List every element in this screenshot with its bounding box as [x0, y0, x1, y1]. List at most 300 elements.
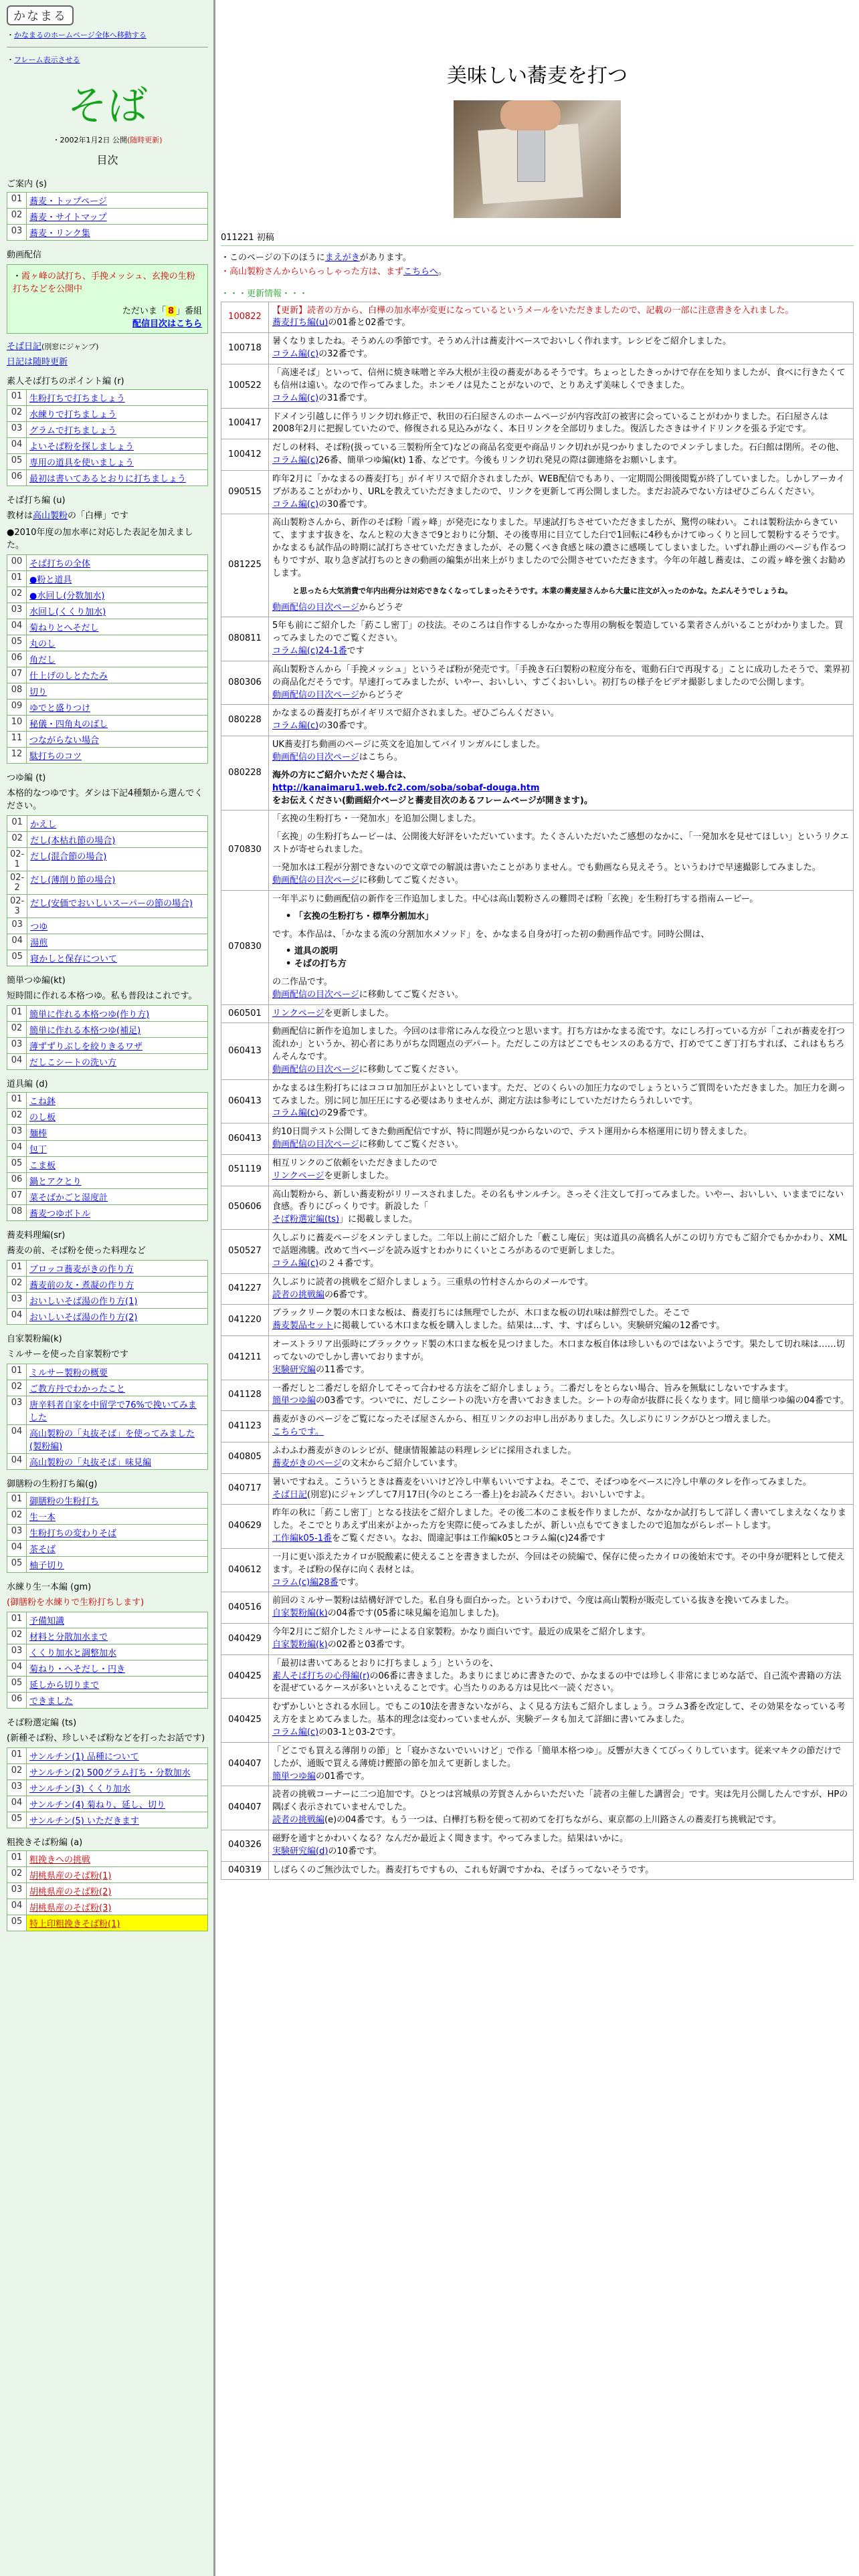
update-text: の01番と02番です。 [328, 318, 411, 328]
nav-row [7, 454, 208, 470]
item-num: 01 [7, 1493, 27, 1509]
nav-row [7, 555, 208, 571]
update-row [221, 1273, 854, 1305]
update-text: を更新しました。 [324, 1170, 394, 1181]
nav-row [7, 1189, 208, 1205]
nav-row [7, 1054, 208, 1070]
nav-cell [27, 1748, 208, 1764]
nav-item-link[interactable]: 予備知識 [29, 1616, 65, 1626]
item-num: 02 [7, 209, 27, 225]
item-num: 03 [7, 918, 27, 934]
nav-item-link[interactable]: 最初は書いてあるとおりに打ちましょう [29, 474, 187, 484]
update-text: 」に掲載しました。 [339, 1214, 418, 1225]
update-link[interactable]: 読者の挑戦編 [272, 1815, 325, 1826]
nav-row [7, 1748, 208, 1764]
nav-item-link[interactable]: 寝かしと保存について [30, 954, 117, 964]
nav-item-link[interactable]: 粗挽きへの挑戦 [29, 1855, 91, 1865]
update-link[interactable]: リンクページ [272, 1008, 324, 1018]
nav-item-link[interactable]: 薄ずずりぶしを絞りきるワザ [29, 1042, 143, 1052]
nav-cell [27, 1628, 208, 1644]
nav-item-link[interactable]: 専用の道具を使いましょう [29, 458, 134, 468]
nav-cell [27, 832, 208, 848]
nav-cell [27, 1541, 208, 1557]
section-title-s: ご案内 (s) [7, 179, 47, 189]
section-title-sr: 蕎麦料理編(sr) [7, 1230, 66, 1241]
nav-item-link[interactable]: よいそば粉を探しましょう [29, 442, 134, 452]
update-row [221, 1442, 854, 1473]
nav-row [7, 918, 208, 934]
nav-item-link[interactable]: だし(安価でおいしいスーパーの節の場合) [30, 899, 193, 909]
update-text: ドメイン引越しに伴うリンク切れ修正で、秋田の石臼屋さんのホームページが内容改訂の被害に会っていることがわかりました。石臼屋さんは2008年2月に把握していたので、修復される見込みがなく、本日リンクを全部切りました。復活したさきはサイドリンクを張る予定です。 [272, 411, 828, 435]
nav-cell [27, 1764, 208, 1780]
update-link[interactable]: 蕎麦製品セット [272, 1321, 334, 1331]
nav-item-link[interactable]: ご教方丹でわかったこと [29, 1384, 126, 1394]
nav-item-link[interactable]: 簡単に作れる本格つゆ(補足) [29, 1026, 141, 1036]
nav-cell [27, 1054, 208, 1070]
item-num: 02 [7, 1380, 27, 1396]
nav-item-link[interactable]: 柚子切り [29, 1561, 65, 1571]
nav-cell [27, 1851, 208, 1867]
nav-cell [27, 748, 208, 764]
update-link[interactable]: 動画配信の目次ページ [272, 752, 359, 762]
nav-item-link[interactable]: そば打ちの全体 [29, 559, 91, 569]
nav-cell [27, 1293, 208, 1309]
nav-item-link[interactable]: 麺棒 [29, 1129, 47, 1139]
nav-item-link[interactable]: グラムで打ちましょう [29, 426, 116, 436]
update-link[interactable]: リンクページ [272, 1170, 324, 1181]
nav-row [7, 635, 208, 651]
update-text: からどうぞ [359, 689, 403, 700]
update-text: の04番です(05番に味見編を追加しました)。 [327, 1608, 504, 1619]
nav-list [7, 1612, 208, 1709]
item-num: 09 [7, 700, 27, 716]
update-text: です。本作品は、「かなまる流の分割加水メソッド」を、かなまる自身が打った初の動画作品です。同時公開は、 [272, 930, 710, 940]
update-date: 060413 [221, 1023, 269, 1079]
update-link[interactable]: 動画配信の目次ページ [272, 1140, 359, 1150]
nav-item-link[interactable]: 鍋とアクとり [29, 1177, 82, 1187]
nav-item-link[interactable]: 蕎麦・トップページ [29, 197, 107, 207]
nav-row [7, 470, 208, 486]
item-num: 04 [7, 1541, 27, 1557]
site-title: そば [67, 83, 148, 130]
nav-row [7, 950, 208, 966]
update-body [269, 333, 854, 364]
item-num: 04 [7, 1141, 27, 1157]
section-desc: (御膳粉を水練りで生粉打ちします) [7, 1598, 145, 1608]
nav-item-link[interactable]: つゆ [30, 922, 48, 932]
nav-item-link[interactable]: 湯煎 [30, 938, 48, 948]
item-num: 05 [7, 1557, 27, 1573]
update-body: 一年半ぶりに動画配信の新作を三作追加しました。中心は高山製粉さんの難問そば粉「玄挽」を生粉打ちする指南ムービー。 • 「玄挽の生粉打ち・標準分割加水」 です。本作品は、「かなまる流の分割加水メソッド」を、かなまる自身が打った初の動画作品です。同時公開は、 • 道具の説明 • そばの打ち方 の二作品です。 動画配信の目次ページに移動してご覧ください。 [269, 890, 854, 1004]
update-link[interactable]: こちらです。 [272, 1427, 324, 1438]
update-row [221, 1411, 854, 1442]
nav-cell [27, 683, 208, 700]
update-text: の二作品です。 [272, 976, 332, 987]
nav-cell [27, 1454, 208, 1470]
nav-item-link[interactable]: ●粉と道具 [29, 575, 72, 585]
update-date: 060413 [221, 1079, 269, 1123]
nav-item-link[interactable]: 菊ねりとへそだし [29, 623, 99, 633]
item-num: 02 [7, 587, 27, 603]
update-link[interactable]: 実験研究編 [272, 1364, 316, 1375]
nav-item-link[interactable]: 唐辛料者自家を中留学で76%で挽いてみました [29, 1400, 197, 1423]
item-num: 06 [7, 1173, 27, 1189]
update-body [269, 364, 854, 408]
nav-item-link[interactable]: 蕎麦・リンク集 [29, 229, 90, 239]
nav-cell [27, 918, 208, 934]
update-text: ふわふわ蕎麦がきのレシピが、健康情報雑誌の料理レシピに採用されました。 [272, 1445, 577, 1456]
nav-row [7, 1677, 208, 1693]
update-link[interactable]: 動画配信の目次ページ [272, 689, 359, 700]
update-row [221, 1861, 854, 1880]
update-row [221, 1123, 854, 1155]
update-date: 041211 [221, 1336, 269, 1380]
nav-cell [27, 571, 208, 587]
nav-cell [27, 619, 208, 635]
item-num: 02-2 [7, 871, 27, 895]
nav-item-link[interactable]: 丸のし [29, 639, 56, 649]
intro-text: ・このページの下のほうに [221, 253, 325, 263]
update-link[interactable]: コラム編(c) [272, 455, 319, 466]
section-title-u: そば打ち編 (u) [7, 496, 66, 506]
nav-item-link[interactable]: だし(混合節の場合) [30, 852, 107, 862]
nav-item-link[interactable]: 蕎麦・サイトマップ [29, 213, 107, 223]
item-num: 05 [7, 1915, 27, 1931]
update-date: 070830 [221, 890, 269, 1004]
nav-item-link[interactable]: ゆでと盛りつけ [29, 704, 91, 714]
nav-row [7, 1173, 208, 1189]
nav-cell [27, 1205, 208, 1221]
nav-item-link[interactable]: サンルチン(4) 菊ねり、延し、切り [29, 1800, 165, 1810]
nav-item-link[interactable]: できました [29, 1697, 74, 1707]
nav-item-link[interactable]: 仕上げのしとたたみ [29, 671, 108, 681]
nav-row [7, 1277, 208, 1293]
nav-item-link[interactable]: 蕎麦つゆボトル [29, 1209, 91, 1219]
nav-cell [27, 1612, 208, 1628]
nav-item-link[interactable]: おいしいそば湯の作り方(2) [29, 1313, 138, 1323]
update-row [221, 661, 854, 705]
update-link[interactable]: 動画配信の目次ページ [272, 989, 359, 1000]
nav-item-link[interactable]: 水回し(くくり加水) [29, 607, 106, 617]
nav-item-link[interactable]: 角だし [29, 655, 56, 665]
site-logo[interactable]: かなまる [7, 5, 74, 25]
nav-item-link[interactable]: 菜そばかごと湿度計 [29, 1193, 108, 1203]
nav-item-link[interactable]: 御膳粉の生粉打ち [29, 1497, 100, 1507]
update-row [221, 408, 854, 439]
nav-row [7, 406, 208, 422]
nav-cell [27, 1380, 208, 1396]
update-text: 一番だしと二番だしを紹介してそって合わせる方法をご紹介しましょう。二番だしをとらない場合、旨みを無駄にしないですみます。 [272, 1383, 793, 1394]
update-row [221, 736, 854, 811]
update-date: 050527 [221, 1230, 269, 1274]
update-link[interactable]: 蕎麦打ち編(u) [272, 318, 328, 328]
nav-cell [27, 1660, 208, 1677]
publish-date: ・2002年1月2日 公開 [52, 136, 127, 144]
update-link[interactable]: 読者の挑戦編 [272, 1289, 325, 1300]
desc-text: 教材は [7, 511, 33, 521]
sidebar: かなまる ・かなまるのホームページ全体へ移動する ・フレーム表示させる そば ・2002年1月2日 公開(随時更新) 目次 ご案内 (s) 01 蕎麦・トップページ 02 蕎麦・サイトマップ 03 蕎麦・リンク集 動画配信 ・霞ヶ峰の試打ち、手挽メッシュ、玄挽の生粉打ちなどを公開中 ただいま「 8 」番組 配信目次はこちら そば日記(別窓にジャンプ) 日記は随時更新 素人そば打ちのポイント編 (r) 01 生粉打ちで打ちましょう 02 水練りで打ちましょう 03 グラムで打ちましょう 04 よいそば粉を探しましょう 05 専用の道具を使いましょう 06 最初は書いてあるとおりに打ちましょう そば打ち編 (u) 教材は高山製粉の「白樺」です ●2010年度の加水率に対応した表記を加えました。 00 そば打ちの全体 01 ●粉と道具 02 ●水回し(分数加水) 03 水回し(くくり加水) 04 菊ねりとへそだし 05 丸のし 06 角だし 07 仕上げのしとたたみ 08 切り 09 ゆでと盛りつけ 10 秘儀・四角丸のばし 11 つながらない場合 12 駄打ちのコツ つゆ編 (t) 本格的なつゆです。ダシは下記4種類から選んでください。 01 かえし 02 だし(本枯れ節の場合) 02-1 だし(混合節の場合) 02-2 だし(薄削り節の場合) 02-3 だし(安価でおいしいスーパーの節の場合) 03 つゆ 04 湯煎 05 寝かしと保存について 簡単つゆ編(kt) 短時間に作れる本格つゆ。私も普段はこれです。 01 簡単に作れる本格つゆ(作り方) 02 簡単に作れる本格つゆ(補足) 03 薄ずずりぶしを絞りきるワザ 04 だしこシートの洗い方 道具編 (d) 01 こね鉢 02 のし板 03 麺棒 04 包丁 05 こま板 06 鍋とアクとり 07 菜そばかごと湿度計 08 蕎麦つゆボトル 蕎麦料理編(sr) 蕎麦の前、そば粉を使った料理など 01 ブロッコ蕎麦がきの作り方 02 蕎麦前の友・煮凝の作り方 03 おいしいそば湯の作り方(1) 04 おいしいそば湯の作り方(2) 自家製粉編(k) ミルサーを使った自家製粉です 01 ミルサー製粉の概要 02 ご教方丹でわかったこと 03 唐辛料者自家を中留学で76%で挽いてみました 04 高山製粉の「丸抜そば」を使ってみました(製粉編) 04 高山製粉の「丸抜そば」味見編 御膳粉の生粉打ち編(g) 01 御膳粉の生粉打ち 02 生一本 03 生粉打ちの変わりそば 04 茶そば 05 柚子切り 水練り生一本編 (gm) (御膳粉を水練りで生粉打ちします) 01 予備知識 02 材料と分散加水まで 03 くくり加水と調整加水 04 菊ねり・へそだし・円き 05 延しから切りまで 06 できました そば粉選定編 (ts) (新種そば粉、珍しいそば粉などを打ったお話です) 01 サンルチン(1) 品種について 02 サンルチン(2) 500グラム打ち・分数加水 03 サンルチン(3) くくり加水 04 サンルチン(4) 菊ねり、延し、切り 05 サンルチン(5) いただきます 粗挽きそば粉編 (a) 01 粗挽きへの挑戦 02 胡桃県産のそば粉(1) 03 胡桃県産のそば粉(2) 04 胡桃県産のそば粉(3) 05 特上印粗挽きそば粉(1) [0, 0, 215, 2576]
update-text: そばの打ち方 [294, 958, 347, 969]
update-link[interactable]: コラム編(c) [272, 1258, 319, 1269]
nav-cell [27, 635, 208, 651]
nav-item-link[interactable]: 材料と分散加水まで [29, 1632, 108, 1642]
item-num: 05 [7, 635, 27, 651]
nav-item-link[interactable]: 生一本 [29, 1513, 56, 1523]
update-link[interactable]: 工作編k05-1番 [272, 1533, 332, 1544]
nav-row [7, 1293, 208, 1309]
update-date: 100412 [221, 439, 269, 471]
update-text: に掲載している木口まな板を購入しました。結果は…す、す、すばらしい。実験研究編の12番です。 [333, 1321, 725, 1331]
update-link[interactable]: 素人そば打ちの心得編(r) [272, 1671, 370, 1681]
nav-cell [27, 1493, 208, 1509]
nav-row [7, 1093, 208, 1109]
nav-row [7, 1125, 208, 1141]
item-num: 04 [7, 1309, 27, 1325]
nav-item-link[interactable]: 蕎麦前の友・煮凝の作り方 [29, 1281, 134, 1291]
main-content [221, 0, 854, 2576]
item-num: 04 [7, 934, 27, 950]
nav-item-link[interactable]: 胡桃県産のそば粉(3) [29, 1903, 112, 1913]
nav-row [7, 1261, 208, 1277]
update-link[interactable]: 実験研究編(d) [272, 1846, 328, 1856]
update-text: 高山製粉さんから、新作のそば粉「霞ヶ峰」が発売になりました。早速試打ちさせていただきましたが、驚愕の味わい。これは製粉法からきていて、ますます抜きを、なんと粒の大きさで9とおりに分類、その後専用に目立てした臼で1回転に4秒もかけてゆっくりと回して製粉するそうです。かなまるも試作品の時期に試打ちさせていただきましたが、その驚くべき食感と味の濃さに感嘆してしまいました。いずれ静止画のページも作るつもりですが、取り急ぎ試打ちのときの動画の編集が出来上がりましたので公開させていただきます。今年の年越し蕎麦は、この霞ヶ峰を強くお勧めします。 [272, 518, 846, 578]
nav-item-link[interactable]: ミルサー製粉の概要 [29, 1368, 108, 1378]
nav-item-link[interactable]: 簡単に作れる本格つゆ(作り方) [29, 1010, 150, 1020]
nav-cell [27, 1093, 208, 1109]
nav-cell [27, 406, 208, 422]
nav-item-link[interactable]: のし板 [29, 1113, 56, 1123]
update-text: をお伝えください(動画紹介ページと蕎麦目次のあるフレームページが開きます)。 [272, 795, 593, 806]
update-date: 100417 [221, 408, 269, 439]
nav-cell [27, 555, 208, 571]
nav-item-link[interactable]: だし(本枯れ節の場合) [30, 836, 116, 846]
update-row [221, 1023, 854, 1079]
nav-item-link[interactable]: つながらない場合 [29, 736, 100, 746]
item-num: 04 [7, 1899, 27, 1915]
update-link[interactable]: コラム編(c) [272, 1727, 319, 1737]
update-link[interactable]: 動画配信の目次ページ [272, 1064, 359, 1075]
update-link[interactable]: コラム編(c) [272, 499, 319, 510]
item-num: 11 [7, 732, 27, 748]
nav-item-link[interactable]: サンルチン(3) くくり加水 [29, 1784, 130, 1794]
update-link[interactable]: そば日記 [272, 1489, 308, 1500]
update-link[interactable]: そば粉選定編(ts) [272, 1214, 340, 1225]
nav-cell [27, 895, 208, 918]
update-date: 080228 [221, 705, 269, 736]
nav-item-link[interactable]: 菊ねり・へそだし・円き [29, 1665, 126, 1675]
nav-item-link[interactable]: こま板 [29, 1161, 56, 1171]
nav-item-link[interactable]: 高山製粉の「丸抜そば」味見編 [29, 1458, 152, 1468]
update-link[interactable]: コラム(c)編28番 [272, 1577, 339, 1588]
nav-item-link[interactable]: 駄打ちのコツ [29, 752, 82, 762]
update-body [269, 811, 854, 890]
nav-item-link[interactable]: だし(薄削り節の場合) [30, 875, 116, 885]
update-date: 041227 [221, 1273, 269, 1305]
soba-nikki-link[interactable]: そば日記 [7, 342, 42, 352]
update-row [221, 1380, 854, 1411]
nav-item-link[interactable]: 生粉打ちで打ちましょう [29, 394, 125, 404]
update-body [269, 470, 854, 514]
update-link[interactable]: コラム編(c) [272, 721, 319, 732]
update-link[interactable]: 蕎麦がきのページ [272, 1458, 342, 1469]
nav-row [7, 571, 208, 587]
nav-row [7, 1022, 208, 1038]
update-row [221, 1004, 854, 1023]
nav-cell [27, 438, 208, 454]
nav-item-link[interactable]: 生粉打ちの変わりそば [29, 1529, 117, 1539]
update-text: の01番です。 [316, 1771, 370, 1782]
nikki-update-link[interactable]: 日記は随時更新 [7, 357, 68, 367]
nav-cell [27, 1509, 208, 1525]
update-link[interactable]: コラム編(c) [272, 393, 319, 403]
nav-item-link[interactable]: 胡桃県産のそば粉(1) [29, 1871, 112, 1881]
update-link[interactable]: 簡単つゆ編 [272, 1396, 316, 1406]
section-title-a: 粗挽きそば粉編 (a) [7, 1838, 83, 1848]
update-date: 041128 [221, 1380, 269, 1411]
nav-item-link[interactable]: ●水回し(分数加水) [29, 591, 105, 601]
nav-row [7, 603, 208, 619]
update-body [269, 1186, 854, 1230]
nav-item-link[interactable]: サンルチン(5) いただきます [29, 1816, 139, 1826]
update-link[interactable]: 自家製粉編(k) [272, 1608, 328, 1619]
update-text: 一年半ぶりに動画配信の新作を三作追加しました。中心は高山製粉さんの難問そば粉「玄挽」を生粉打ちする指南ムービー。 [272, 893, 759, 904]
nav-row [7, 700, 208, 716]
item-num: 02 [7, 1022, 27, 1038]
nav-row [7, 1899, 208, 1915]
timestamp: 011221 初稿 [221, 233, 274, 243]
video-list-link[interactable]: 配信目次はこちら [132, 319, 202, 329]
update-date: 040425 [221, 1654, 269, 1699]
frame-link[interactable]: フレーム表示させる [14, 56, 80, 64]
nav-cell [27, 1309, 208, 1325]
nav-cell [27, 1915, 208, 1931]
page-title: 美味しい蕎麦を打つ [447, 64, 628, 88]
nav-item-link[interactable]: 胡桃県産のそば粉(2) [29, 1887, 112, 1897]
update-link[interactable]: コラム編(c)24-1番 [272, 646, 347, 657]
nav-item-link[interactable]: 秘儀・四角丸のばし [29, 720, 108, 730]
takayama-link[interactable]: 高山製粉 [33, 511, 68, 521]
section-title-r: 素人そば打ちのポイント編 (r) [7, 377, 124, 387]
item-num: 08 [7, 1205, 27, 1221]
nav-row [7, 1157, 208, 1173]
update-text: しばらくのご無沙汰でした。蕎麦打ちですもの、これも好調ですかね、そばうってないそうです。 [272, 1864, 654, 1875]
update-text: 高山製粉から、新しい蕎麦粉がリリースされました。その名もサンルチン。さっそく注文して打ってみました。いやー、おいしい、いままでにない食感。香りにびっくりです。新設した「 [272, 1189, 844, 1212]
nav-item-link[interactable]: かえし [30, 820, 57, 830]
nav-item-link[interactable]: だしこシートの洗い方 [29, 1058, 117, 1068]
maegaki-link[interactable]: まえがき [324, 253, 360, 263]
nav-item-link[interactable]: 特上印粗挽きそば粉(1) [29, 1919, 120, 1929]
nav-item-link[interactable]: 茶そば [29, 1545, 56, 1555]
update-body [269, 705, 854, 736]
nav-row [7, 934, 208, 950]
update-body [269, 1624, 854, 1655]
item-num: 02 [7, 1628, 27, 1644]
nav-row [7, 1644, 208, 1660]
nav-cell [27, 700, 208, 716]
update-text: の03-1と03-2です。 [318, 1727, 401, 1737]
nav-row [7, 390, 208, 406]
update-text: の30番です。 [318, 721, 373, 732]
section-title-k: 自家製粉編(k) [7, 1334, 62, 1344]
update-body [269, 1786, 854, 1830]
nav-list [7, 389, 208, 486]
update-text: 暑いですねえ。こういうときは蕎麦をいいけど冷し中華もいいですよね。そこで、そばつゆをベースに冷し中華のタレを作ってみました。 [272, 1477, 812, 1487]
update-link[interactable]: 簡単つゆ編 [272, 1771, 316, 1782]
update-text: ブラックリーク製の木口まな板は、蕎麦打ちには無理でしたが、木口まな板の切れ味は鮮烈でした。そこで [272, 1308, 690, 1319]
update-text: むずかしいとされる水回し。でもこの10法を書きないながら、よく見る方法もご紹介しましょう。コラム3番を改定して、その効果をなっている考え方をまとめてみました。基本的理念は変わっていませんが、実験データも加えて詳細に書いてみました。 [272, 1702, 846, 1725]
nav-cell [27, 1261, 208, 1277]
takayama-guide-link[interactable]: こちらへ [403, 266, 439, 277]
nav-row [7, 587, 208, 603]
nav-item-link[interactable]: サンルチン(1) 品種について [29, 1752, 139, 1762]
nav-row [7, 1851, 208, 1867]
update-row [221, 1830, 854, 1861]
nav-item-link[interactable]: くくり加水と調整加水 [29, 1648, 117, 1658]
nav-row [7, 667, 208, 683]
home-link[interactable]: かなまるのホームページ全体へ移動する [14, 31, 147, 39]
nav-cell [27, 1780, 208, 1796]
update-text: 昨年の秋に「葯こし密丁」となる技法をご紹介しました。その後二本のこま板を作りましたが、なかなか試打ちして詳しく書いてしまえなくなりました。そこでとりあえず出来がよかった方を実際に使ってみましたが、新しい点もでてきましたので追加ながらレポートします。 [272, 1508, 847, 1531]
update-link[interactable]: 動画配信の目次ページ [272, 602, 359, 613]
nav-row [7, 895, 208, 918]
update-body [269, 1004, 854, 1023]
update-text: 約10日間テスト公開してきた動画配信ですが、特に問題が見つからないので、テスト運用から本格運用に切り替えました。 [272, 1127, 753, 1138]
update-text: と思ったら大気消費で年内出荷分は対応できなくなってしまったそうです。本業の蕎麦屋さんから大量に注文が入ったのかな。たぶんそうでしょうね。 [292, 586, 793, 595]
update-date: 040407 [221, 1786, 269, 1830]
update-link[interactable]: コラム編(c) [272, 1108, 319, 1119]
video-heading: 動画配信 [7, 250, 42, 260]
nav-item-link[interactable]: 延しから切りまで [29, 1681, 100, 1691]
nav-cell [27, 1173, 208, 1189]
nav-row [7, 438, 208, 454]
update-link[interactable]: コラム編(c) [272, 349, 319, 360]
nav-cell [27, 470, 208, 486]
nav-item-link[interactable]: 水練りで打ちましょう [29, 410, 117, 420]
nav-row [7, 816, 208, 832]
external-url-link[interactable]: http://kanaimaru1.web.fc2.com/soba/sobaf-douga.htm [272, 782, 540, 793]
update-link[interactable]: 動画配信の目次ページ [272, 875, 359, 885]
update-date: 040429 [221, 1624, 269, 1655]
update-text: の２４番です。 [318, 1258, 379, 1269]
nav-item-link[interactable]: 包丁 [29, 1145, 47, 1155]
item-num: 02 [7, 1509, 27, 1525]
nav-row [7, 1557, 208, 1573]
nav-item-link[interactable]: 切り [29, 687, 47, 697]
logo-box[interactable] [7, 5, 208, 25]
update-body [269, 1830, 854, 1861]
update-date: 100522 [221, 364, 269, 408]
section-title-t: つゆ編 (t) [7, 773, 46, 783]
update-text: からどうぞ [359, 602, 403, 613]
nav-list [7, 554, 208, 764]
nav-item-link[interactable]: こね鉢 [29, 1097, 56, 1107]
nav-item-link[interactable]: サンルチン(2) 500グラム打ち・分数加水 [29, 1768, 191, 1778]
nav-row [7, 716, 208, 732]
update-body [269, 1023, 854, 1079]
update-text: 「高速そば」といって、信州に焼き味噌と辛み大根が主役の蕎麦があるそうです。ちょっとしたきっかけで存在を知りましたが、食べに行きたくても信州は遠い。なので作ってみました。ホンモノは見たことがないので、とりあえず美味しくできました。 [272, 367, 846, 391]
update-text: の30番です。 [318, 499, 373, 510]
update-date: 070830 [221, 811, 269, 890]
nav-item-link[interactable]: 高山製粉の「丸抜そば」を使ってみました(製粉編) [29, 1429, 195, 1452]
update-row [221, 617, 854, 661]
nav-item-link[interactable]: ブロッコ蕎麦がきの作り方 [29, 1265, 134, 1275]
update-body [269, 1336, 854, 1380]
nav-cell [27, 1867, 208, 1883]
update-link[interactable]: 自家製粉編(k) [272, 1639, 328, 1650]
update-date: 080811 [221, 617, 269, 661]
update-row [221, 333, 854, 364]
nav-item-link[interactable]: おいしいそば湯の作り方(1) [29, 1297, 138, 1307]
